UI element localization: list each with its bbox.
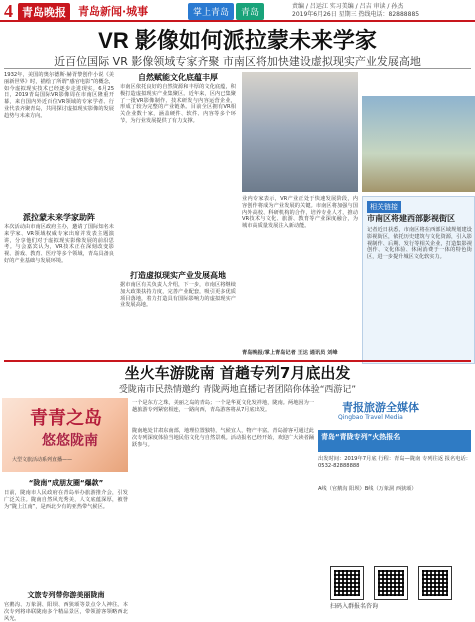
col2-text: 市南区依托良好的自然资源和丰厚的文化底蕴，积极打造虚拟现实产业集聚区。近年来，区内已集聚了一批VR影像制作、技术研发与内容运营企业，形成了较为完整的产业链条。目前全区拥有VR相关企业数十家，涵盖硬件、软件、内容等多个环节，为行业发展提供了有力支撑。 — [120, 84, 236, 124]
feature-section-1-title: “陇南”成朋友圈“爆款” — [28, 479, 104, 487]
related-link-text: 记者近日获悉，市南区将在西部区域规划建设影视街区，依托历史建筑与文化资源，引入影视制作、后期、发行等相关企业，打造集影视创作、文化体验、休闲消费于一体的特色街区，进一步提升城区文化软实力。 — [367, 227, 472, 261]
edition-line-1: 责编 / 吕运江 实习美编 / 吕吉 审读 / 孙杰 — [292, 3, 404, 10]
col1-text-2: 本次活动由市南区政府主办，邀请了国际知名未来学家、VR领域权威专家出席并发表主题演讲，分享他们对于虚拟现实影像发展的前沿思考。与会嘉宾认为，VR技术正在深刻改变影视、游戏、教育、医疗等多个领域，青岛具备良好的产业基础与发展环境。 — [4, 224, 114, 264]
travel-ad-banner: 青岛“青陇专列”火热报名 — [318, 430, 471, 452]
feature-poster — [2, 398, 128, 472]
poster-line-1: 青青之岛 — [30, 408, 102, 428]
app-badge: 掌上青岛 — [188, 3, 234, 20]
col1-text: 1932年，美国的奥尔德斯·赫胥黎创作小说《美丽新世界》时，描绘了所谓“感官电影”的概念，如今虚拟现实技术已经逐步走进现实。6月25日，2019青岛国际VR影像周在市南区隆重开幕，来自国内外近百位VR领域的专家学者、行业代表齐聚青岛，共同探讨虚拟现实影像的发展趋势与未来方向。 — [4, 72, 114, 119]
edition-line-2: 2019年6月26日 星期三 热线电话：82888885 — [292, 11, 420, 18]
feature-section-1-text: 日前，陇南市人民政府在青岛举办旅游推介会，引发广泛关注。陇南自然风光秀美，人文底蕴深厚，被誉为“陇上江南”，是西北少有的亚热带气候区。 — [4, 490, 128, 510]
feature-headline: 坐火车游陇南 首趟专列7月底出发 — [124, 364, 351, 382]
travel-media-logo-sub: Qingbao Travel Media — [338, 414, 403, 421]
main-subhead: 近百位国际 VR 影像领域专家齐聚 市南区将加快建设虚拟现实产业发展高地 — [54, 55, 421, 68]
feature-section-2-title: 文旅专列带你游美丽陇南 — [27, 591, 105, 599]
col1-subtitle: 派拉蒙未来学家助阵 — [23, 213, 95, 222]
masthead — [0, 0, 475, 22]
col2-title: 自然赋能文化底蕴丰厚 — [138, 73, 218, 82]
poster-line-2: 悠悠陇南 — [42, 434, 98, 449]
edition-info — [292, 3, 419, 19]
divider — [4, 68, 471, 69]
paper-name: 青岛晚报 — [18, 3, 70, 21]
qr-caption: 扫码入群报名咨询 — [330, 603, 379, 610]
section-name: 青岛新闻·城事 — [78, 5, 149, 18]
feature-intro: 一个是东方之珠，美丽之岛的青岛；一个是华夏文化发祥地，陇南。两地因为一趟旅游专列紧密相连，一路向西，青岛游客将从7月底出发。 — [132, 400, 314, 413]
travel-media-logo: 青报旅游全媒体 — [342, 401, 419, 414]
col3-text: 业内专家表示，VR产业正处于快速发展阶段，内容创作将成为产业发展的关键。市南区将加强与国内外高校、科研机构的合作，培养专业人才，推动VR技术与文化、旅游、教育等产业深度融合，为城市高质量发展注入新动能。 — [242, 196, 358, 230]
travel-info: 出发时间：2019年7月底 行程：青岛—陇南 专列往返 报名电话：0532-82888888 — [318, 456, 471, 469]
feature-subhead: 受陇南市民热情邀约 青陇两地直播记者团陪你体验“西游记” — [118, 385, 357, 395]
qr-code[interactable] — [330, 566, 364, 600]
travel-routes: A线（官鹅沟 阳坝）B线（万象洞 西狭颂） — [318, 486, 417, 492]
app-badge-2: 青岛 — [236, 3, 264, 20]
col2-subtitle: 打造虚拟现实产业发展高地 — [130, 271, 226, 280]
qr-code-3[interactable] — [418, 566, 452, 600]
col3-byline: 青岛晚报/掌上青岛记者 王达 通讯员 刘峰 — [242, 350, 338, 356]
page-number: 4 — [4, 1, 13, 21]
col2-text-2: 据市南区有关负责人介绍，下一步，市南区将继续加大政策扶持力度，完善产业配套，吸引更多优质项目落地，着力打造具有国际影响力的虚拟现实产业发展高地。 — [120, 282, 236, 309]
vr-event-photo — [362, 96, 475, 192]
feature-mid-text: 陇南地处甘肃东南部，地理位置独特，气候宜人，物产丰富。青岛游客可通过此次专列深度体验当地民俗文化与自然景观。活动报名已经开始，欢迎广大读者踊跃参与。 — [132, 428, 314, 448]
related-link-box — [362, 196, 475, 364]
related-link-tag: 相关链接 — [367, 201, 401, 213]
related-link-title: 市南区将建西部影视街区 — [367, 214, 455, 223]
vr-stage-photo — [242, 72, 358, 192]
main-headline: VR 影像如何派拉蒙未来学家 — [98, 28, 377, 53]
qr-code-2[interactable] — [374, 566, 408, 600]
feature-section-2-text: 官鹅沟、万象洞、阳坝、西狭颂等景点令人神往。本次专列将串联陇南多个精品景区，带领游客领略西北风光。 — [4, 602, 128, 622]
poster-caption: 大型文旅活动系列直播—— — [12, 457, 73, 463]
